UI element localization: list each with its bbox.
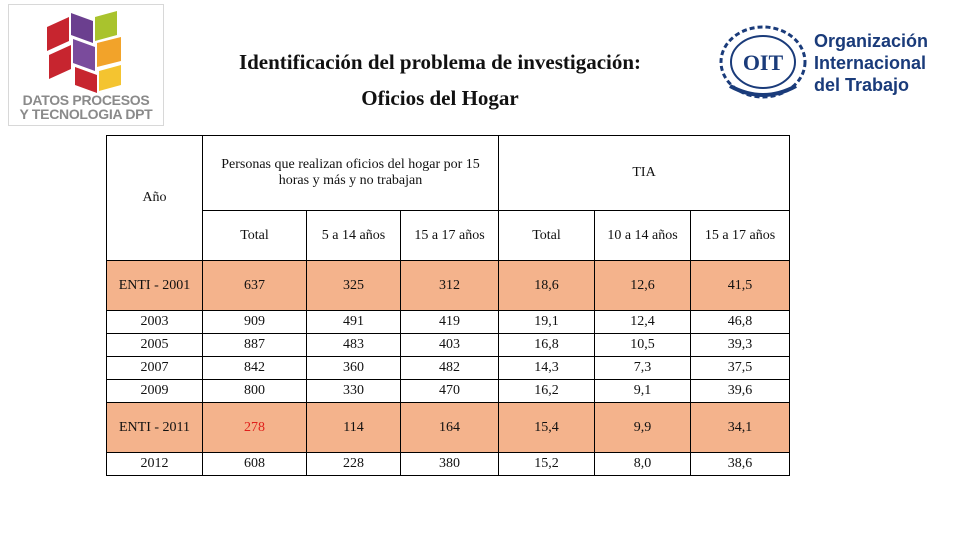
- cell-tia-10-14: 9,9: [595, 403, 691, 453]
- header-row-1: [107, 136, 790, 211]
- subheader-tia-15-17: 15 a 17 años: [691, 211, 790, 261]
- oit-text-line2: Internacional: [814, 53, 927, 73]
- subheader-5-14: 5 a 14 años: [307, 211, 401, 261]
- table-row: [107, 380, 790, 403]
- cell-15-17: 403: [401, 334, 499, 357]
- oit-emblem-icon: [718, 24, 808, 100]
- cell-5-14: 325: [307, 261, 401, 311]
- cell-year: 2003: [107, 311, 203, 334]
- cell-5-14: 483: [307, 334, 401, 357]
- cell-tia-total: 19,1: [499, 311, 595, 334]
- header-group-tia: TIA: [499, 136, 790, 211]
- cube-logo-icon: [39, 9, 133, 93]
- svg-text:OIT: OIT: [742, 50, 784, 75]
- cell-total: 608: [203, 453, 307, 476]
- cell-total: 800: [203, 380, 307, 403]
- cell-tia-total: 15,4: [499, 403, 595, 453]
- cell-tia-15-17: 34,1: [691, 403, 790, 453]
- cell-5-14: 114: [307, 403, 401, 453]
- subheader-15-17: 15 a 17 años: [401, 211, 499, 261]
- header-row-2: [107, 211, 790, 261]
- cell-total: 637: [203, 261, 307, 311]
- cell-tia-15-17: 39,6: [691, 380, 790, 403]
- cell-tia-10-14: 7,3: [595, 357, 691, 380]
- cell-total: 842: [203, 357, 307, 380]
- cell-tia-total: 16,8: [499, 334, 595, 357]
- header-group-oficios: Personas que realizan oficios del hogar por 15 horas y más y no trabajan: [203, 136, 499, 211]
- table-row: [107, 311, 790, 334]
- page-title: Identificación del problema de investigación:: [238, 50, 642, 74]
- cell-tia-15-17: 37,5: [691, 357, 790, 380]
- subheader-total: Total: [203, 211, 307, 261]
- cell-15-17: 482: [401, 357, 499, 380]
- dpt-logo: [8, 4, 164, 126]
- cell-tia-total: 18,6: [499, 261, 595, 311]
- table-row: [107, 357, 790, 380]
- cell-tia-total: 16,2: [499, 380, 595, 403]
- cell-5-14: 228: [307, 453, 401, 476]
- subheader-tia-total: Total: [499, 211, 595, 261]
- data-table: [106, 135, 790, 476]
- cell-year: ENTI - 2001: [107, 261, 203, 311]
- table-row: [107, 453, 790, 476]
- cell-year: 2009: [107, 380, 203, 403]
- cell-tia-10-14: 8,0: [595, 453, 691, 476]
- logo-text-line2: Y TECNOLOGIA DPT: [19, 106, 153, 122]
- cell-tia-10-14: 10,5: [595, 334, 691, 357]
- cell-15-17: 419: [401, 311, 499, 334]
- cell-tia-15-17: 41,5: [691, 261, 790, 311]
- cell-15-17: 380: [401, 453, 499, 476]
- cell-total: 887: [203, 334, 307, 357]
- page-subtitle: Oficios del Hogar: [361, 86, 519, 110]
- cell-year: ENTI - 2011: [107, 403, 203, 453]
- cell-tia-total: 15,2: [499, 453, 595, 476]
- cell-tia-15-17: 46,8: [691, 311, 790, 334]
- oit-text-line3: del Trabajo: [814, 75, 910, 95]
- cell-15-17: 312: [401, 261, 499, 311]
- cell-total: 278: [203, 403, 307, 453]
- cell-5-14: 360: [307, 357, 401, 380]
- table-row: [107, 334, 790, 357]
- cell-tia-15-17: 38,6: [691, 453, 790, 476]
- cell-5-14: 330: [307, 380, 401, 403]
- logo-text-line1: DATOS PROCESOS: [22, 92, 150, 108]
- cell-tia-10-14: 12,4: [595, 311, 691, 334]
- cell-year: 2005: [107, 334, 203, 357]
- cell-15-17: 470: [401, 380, 499, 403]
- cell-tia-15-17: 39,3: [691, 334, 790, 357]
- cell-tia-total: 14,3: [499, 357, 595, 380]
- oit-text-line1: Organización: [814, 31, 929, 51]
- cell-total: 909: [203, 311, 307, 334]
- header-year: Año: [107, 136, 203, 261]
- subheader-tia-10-14: 10 a 14 años: [595, 211, 691, 261]
- table-row: [107, 403, 790, 453]
- cell-year: 2012: [107, 453, 203, 476]
- table-row: [107, 261, 790, 311]
- cell-tia-10-14: 9,1: [595, 380, 691, 403]
- cell-15-17: 164: [401, 403, 499, 453]
- cell-year: 2007: [107, 357, 203, 380]
- cell-5-14: 491: [307, 311, 401, 334]
- cell-tia-10-14: 12,6: [595, 261, 691, 311]
